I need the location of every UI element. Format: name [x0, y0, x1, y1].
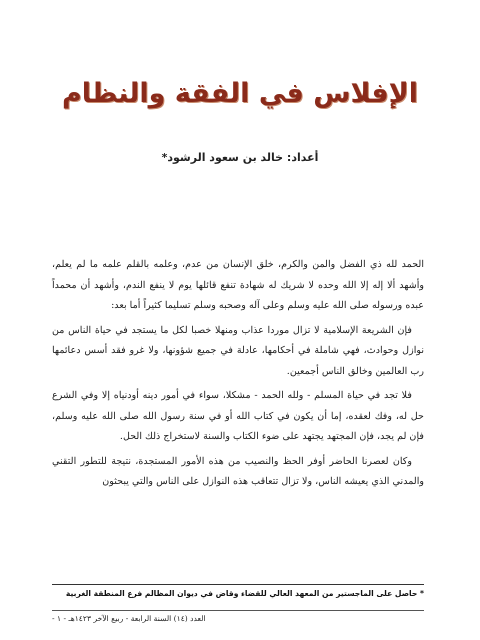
footnote: * حاصل على الماجستير من المعهد العالي للقضاء وقاض في ديوان المظالم فرع المنطقة الغربية — [65, 589, 424, 598]
footnote-divider — [52, 584, 424, 585]
author-line: أعداد: خالد بن سعود الرشود* — [161, 151, 319, 164]
article-body — [52, 255, 424, 497]
paragraph: فلا تجد في حياة المسلم - ولله الحمد - مشكلا، سواء في أمور دينه أودنياه إلا وفي الشرع حل له، وفك لعقده، إما أن يكون في كتاب الله أو في سنة رسول الله صلى الله عليه وسلم، فإن لم يجد، فإن المجتهد يجتهد على ضوء الكتاب والسنة لاستخراج ذلك الحل. — [52, 390, 424, 442]
page-footer — [52, 610, 424, 623]
paragraph: فإن الشريعة الإسلامية لا تزال موردا عذاب ومنهلا خصبا لكل ما يستجد في حياة الناس من نوازل وحوادث، فهي شاملة في أحكامها، عادلة في جميع شؤونها، ولا غرو فقد أسس دعائمها رب العالمين وخالق الناس أجمعين. — [52, 324, 424, 377]
paragraph: وكان لعصرنا الحاضر أوفر الحظ والنصيب من هذه الأمور المستجدة، نتيجة للتطور التقني والمدني الذي يعيشه الناس، ولا تزال تتعاقب هذه النوازل على الناس والتي يبحثون — [52, 455, 424, 487]
article-title: الإفلاس في الفقة والنظام — [61, 78, 419, 109]
paragraph: الحمد لله ذي الفضل والمن والكرم، خلق الإنسان من عدم، وعلمه بالقلم علمه ما لم يعلم، وأشهد ألا إله إلا الله وحده لا شريك له شهادة تنفع قائلها يوم لا ينفع الندم، وأشهد أن محمداً عبده ورسوله صلى الله عليه وسلم وعلى آله وصحبه وسلم تسليما كثيراً أما بعد: — [52, 259, 424, 311]
issue-info: العدد (١٤) السنة الرابعة - ربيع الآخر ١٤٢٣هـ - ١ - — [52, 614, 206, 623]
